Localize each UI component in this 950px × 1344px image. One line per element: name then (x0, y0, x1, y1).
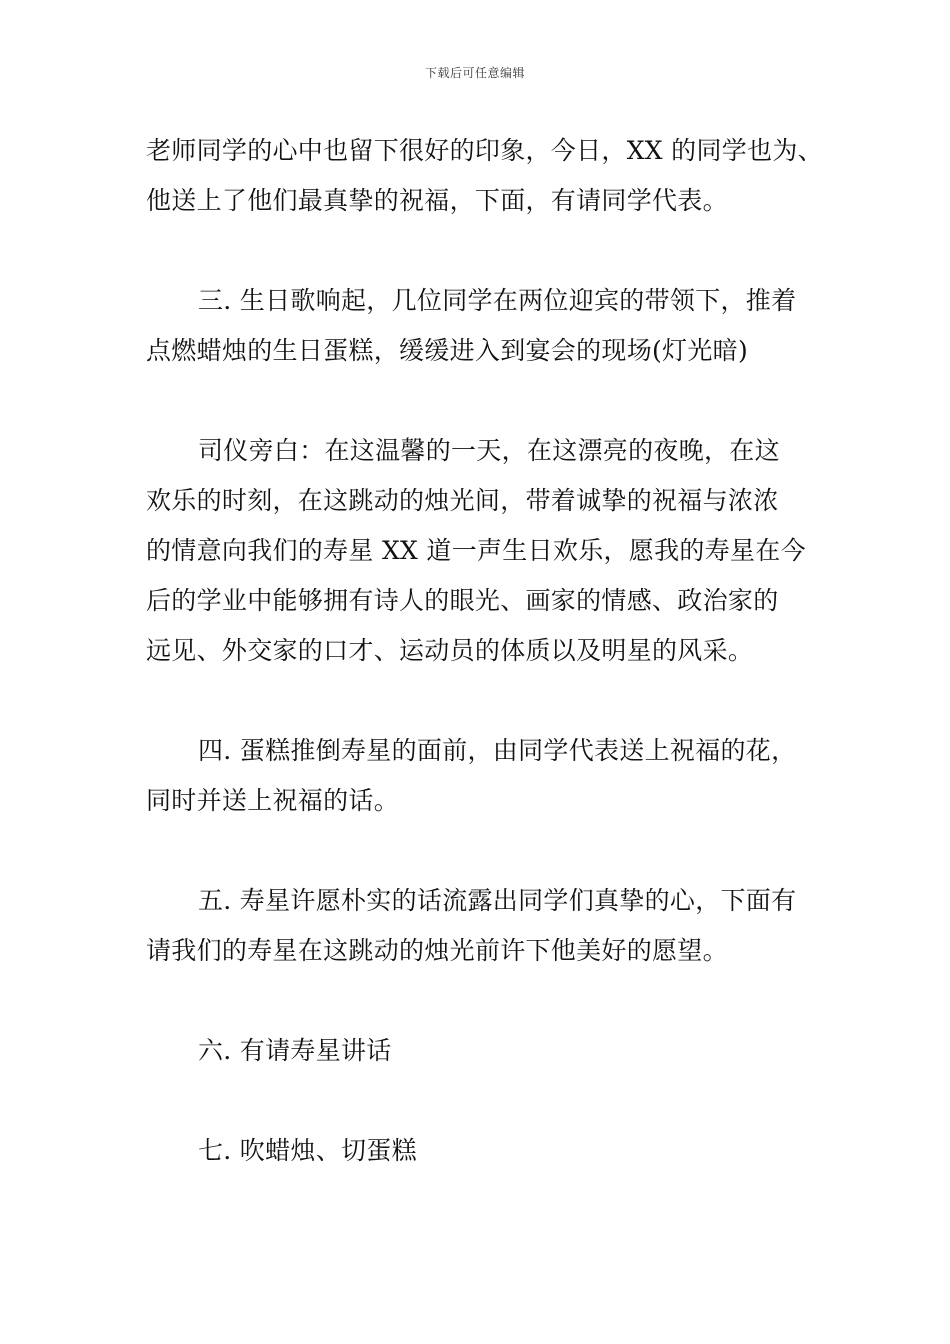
paragraph-gap (146, 226, 811, 276)
text-line: 五. 寿星许愿朴实的话流露出同学们真挚的心，下面有 (198, 886, 797, 915)
text-line: 他送上了他们最真挚的祝福，下面，有请同学代表。 (146, 186, 728, 215)
text-line: 六. 有请寿星讲话 (198, 1036, 392, 1065)
paragraph-gap (146, 376, 811, 426)
text-line: 的情意向我们的寿星 XX 道一声生日欢乐，愿我的寿星在今 (146, 536, 806, 565)
paragraph-step-6 (146, 1026, 811, 1076)
paragraph-step-5 (146, 876, 811, 976)
text-line: 司仪旁白：在这温馨的一天，在这漂亮的夜晚，在这 (198, 436, 780, 465)
paragraph-step-3 (146, 276, 811, 376)
page-header-note: 下载后可任意编辑 (424, 66, 525, 80)
document-body (146, 126, 823, 1176)
text-line: 请我们的寿星在这跳动的烛光前许下他美好的愿望。 (146, 936, 728, 965)
paragraph-gap (146, 1076, 811, 1126)
paragraph-narration (146, 426, 811, 676)
text-line: 四. 蛋糕推倒寿星的面前，由同学代表送上祝福的花， (198, 736, 797, 765)
text-line: 七. 吹蜡烛、切蛋糕 (198, 1136, 417, 1165)
paragraph-gap (146, 976, 811, 1026)
text-line: 远见、外交家的口才、运动员的体质以及明星的风采。 (146, 636, 754, 665)
paragraph-gap (146, 826, 811, 876)
paragraph-gap (146, 676, 811, 726)
text-line: 三. 生日歌响起，几位同学在两位迎宾的带领下，推着 (198, 286, 797, 315)
text-line: 欢乐的时刻，在这跳动的烛光间，带着诚挚的祝福与浓浓 (146, 486, 779, 515)
text-line: 点燃蜡烛的生日蛋糕，缓缓进入到宴会的现场(灯光暗) (146, 336, 749, 365)
text-line: 老师同学的心中也留下很好的印象，今日，XX 的同学也为、 (146, 136, 823, 165)
text-line: 同时并送上祝福的话。 (146, 786, 400, 815)
paragraph-step-7 (146, 1126, 811, 1176)
text-line: 后的学业中能够拥有诗人的眼光、画家的情感、政治家的 (146, 586, 779, 615)
paragraph-step-4 (146, 726, 811, 826)
paragraph-continuation (146, 126, 823, 226)
